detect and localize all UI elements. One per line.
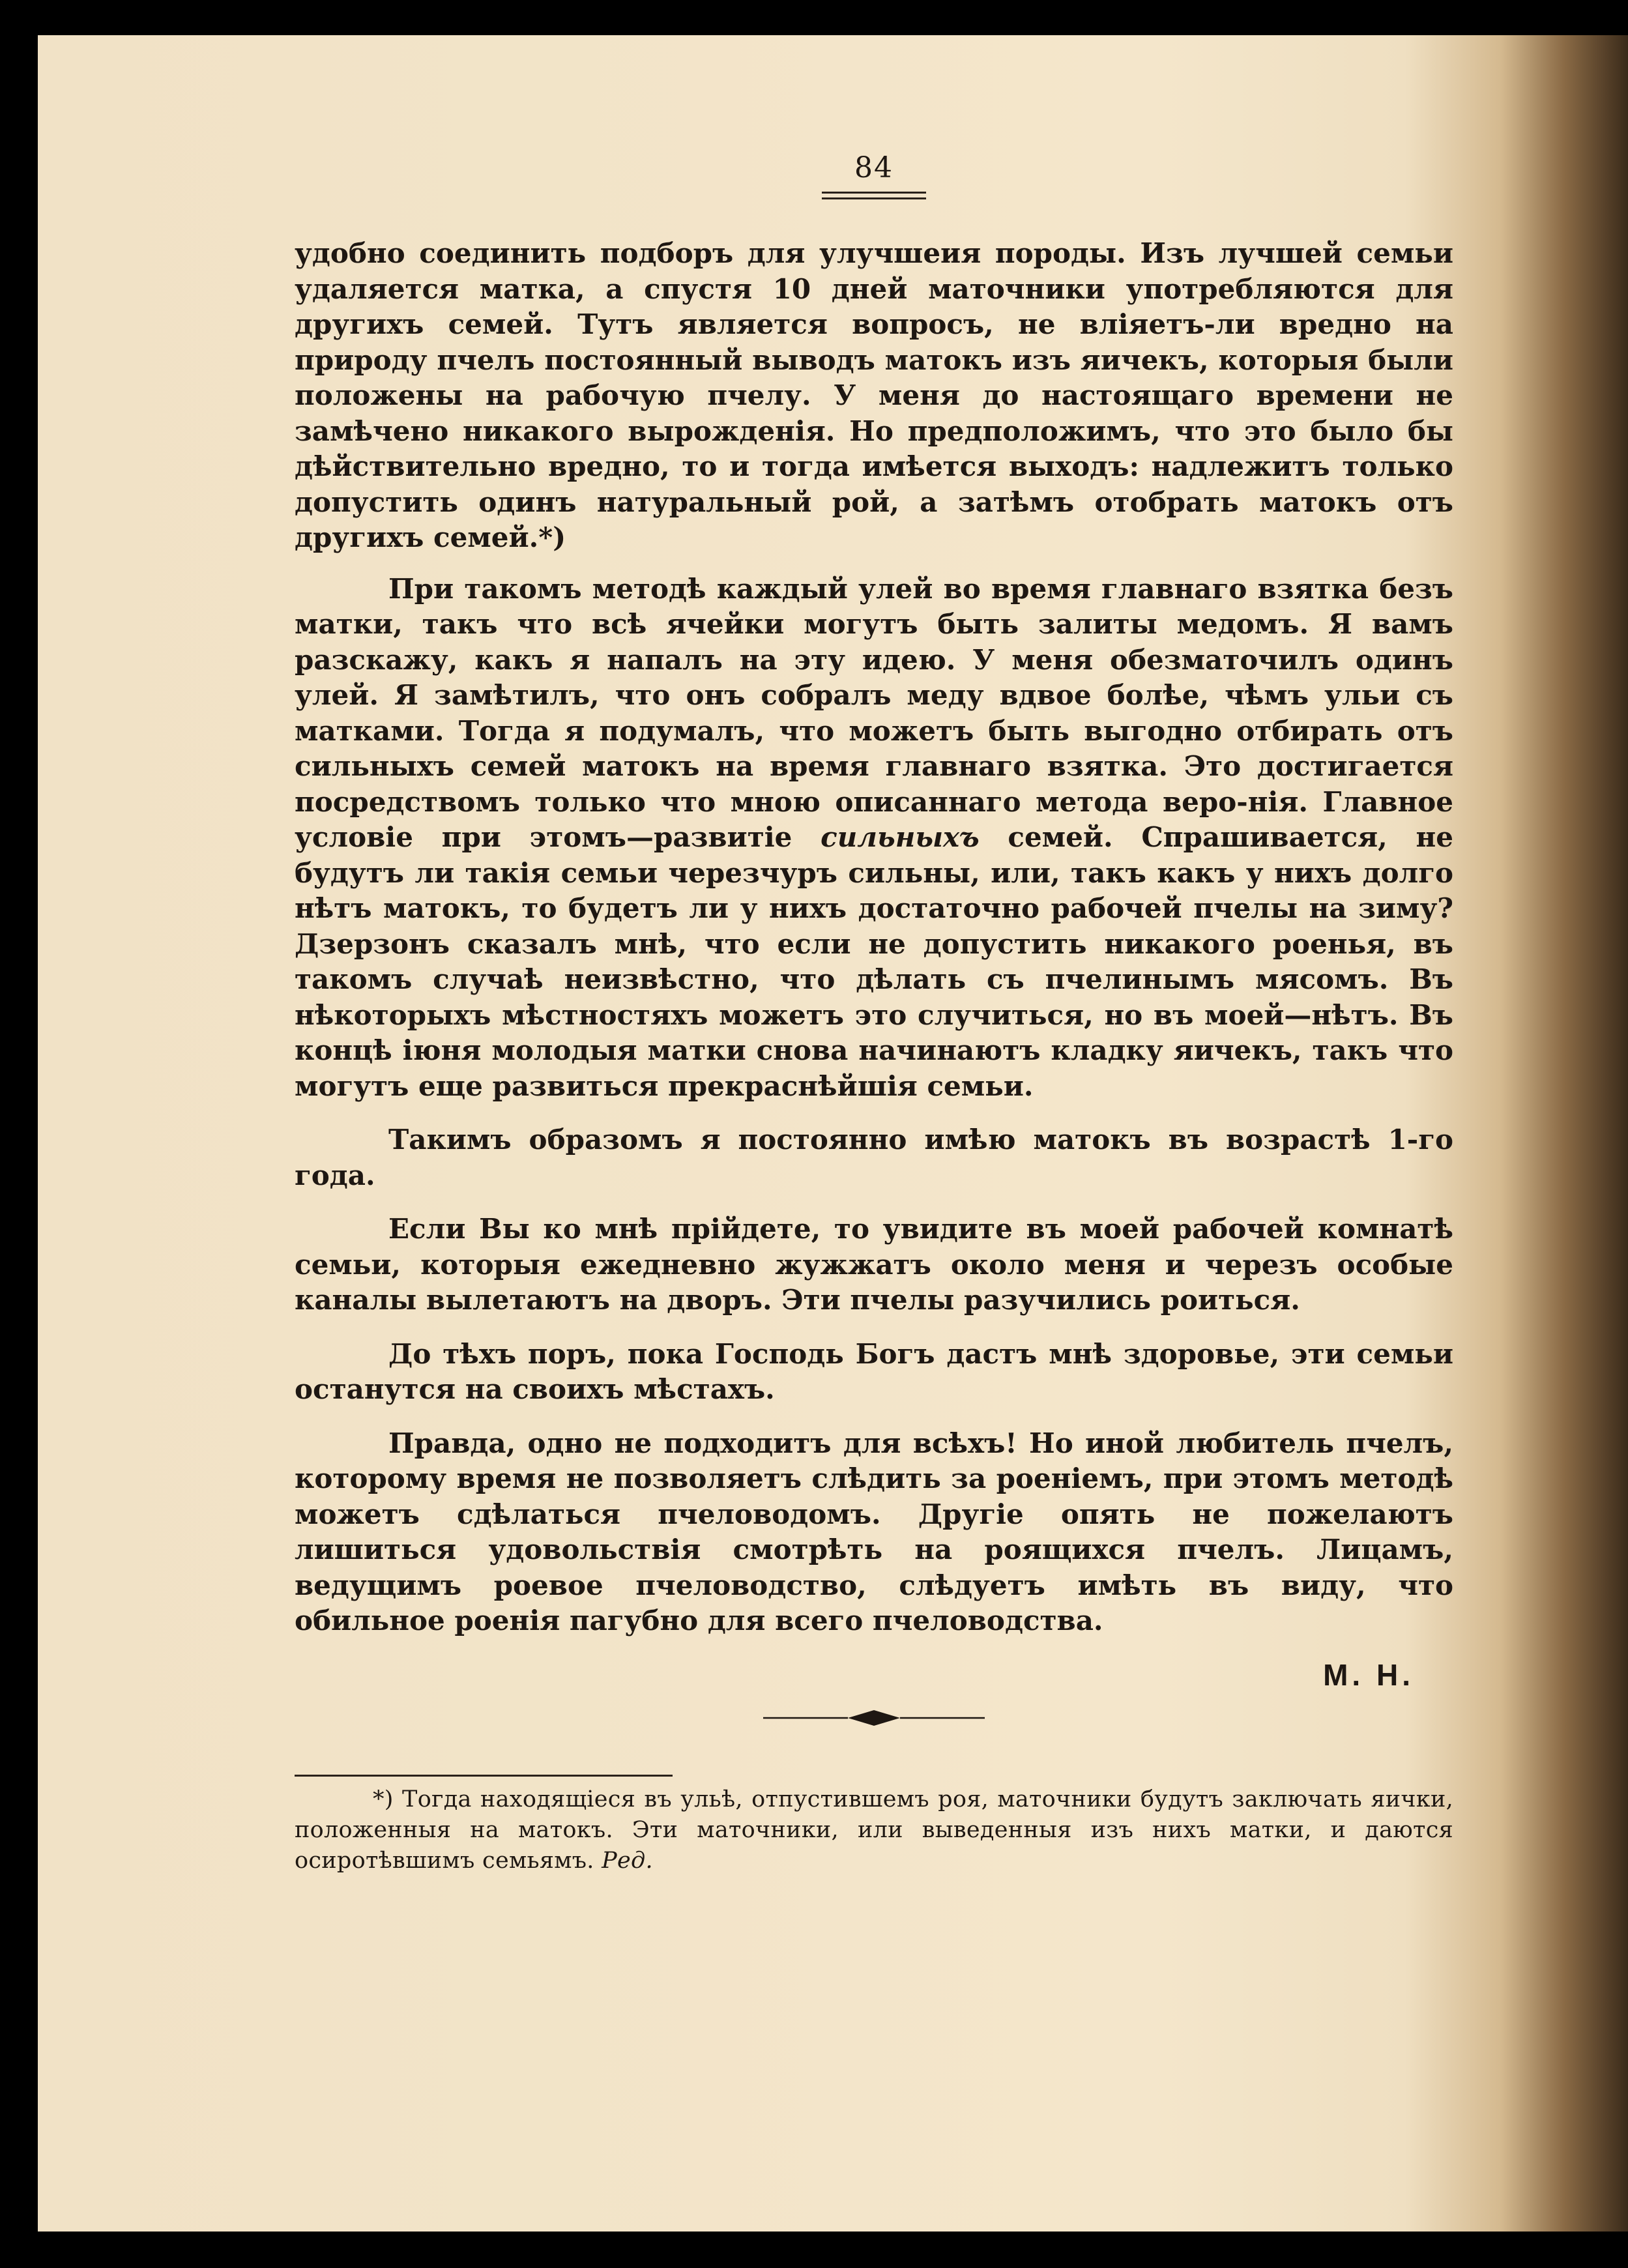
signature: М. Н.: [1323, 1657, 1414, 1692]
footnote-body: *) Тогда находящіеся въ ульѣ, отпустившемъ роя, маточники будутъ заключать яички, положенныя на матокъ. Эти маточники, или выведенныя изъ нихъ матки, и даются осиротѣвшимъ семьямъ.: [295, 1786, 1453, 1874]
page-number: 84: [854, 151, 894, 184]
page-content: [295, 117, 1453, 1876]
paragraph: До тѣхъ поръ, пока Господь Богъ дастъ мнѣ здоровье, эти семьи останутся на своихъ мѣстахъ.: [295, 1337, 1453, 1405]
scan-border: [38, 2232, 1628, 2268]
emphasis: сильныхъ: [821, 821, 980, 853]
paragraph: удобно соединить подборъ для улучшеия породы. Изъ лучшей семьи удаляется матка, а спустя 10 дней маточники употребляются для другихъ семей. Тутъ является вопросъ, не вліяетъ-ли вредно на природу пчелъ постоянный выводъ матокъ изъ яичекъ, которыя были положены на рабочую пчелу. У меня до настоящаго времени не замѣчено никакого вырожденія. Но предположимъ, что это было бы дѣйствительно вредно, то и тогда имѣется выходъ: надлежитъ только допустить одинъ натуральный рой, а затѣмъ отобрать матокъ отъ другихъ семей.*): [295, 237, 1453, 553]
paragraph-part: При такомъ методѣ каждый улей во время главнаго взятка безъ матки, такъ что всѣ ячейки могутъ быть залиты медомъ. Я вамъ разскажу, какъ я напалъ на эту идею. У меня обезматочилъ одинъ улей. Я замѣтилъ, что онъ собралъ меду вдвое болѣе, чѣмъ ульи съ матками. Тогда я подумалъ, что можетъ быть выгодно отбирать отъ сильныхъ семей матокъ на время главнаго взятка. Это достигается посредствомъ только что мною описаннаго метода веро-нія. Главное условіе при этомъ—развитіе: [295, 572, 1453, 853]
page-number-rule-bottom: [822, 197, 926, 199]
paragraph: [295, 572, 1453, 1105]
paragraph: Правда, одно не подходитъ для всѣхъ! Но иной любитель пчелъ, которому время не позволяетъ слѣдить за роеніемъ, при этомъ методѣ можетъ сдѣлаться пчеловодомъ. Другіе опять не пожелаютъ лишиться удовольствія смотрѣть на роящихся пчелъ. Лицамъ, ведущимъ роевое пчеловодство, слѣдуетъ имѣть въ виду, что обильное роенія пагубно для всего пчеловодства.: [295, 1427, 1453, 1636]
footnote-text: [295, 1784, 1453, 1876]
paragraph: Если Вы ко мнѣ прійдете, то увидите въ моей рабочей комнатѣ семьи, которыя ежедневно жужжатъ около меня и черезъ особые каналы вылетаютъ на дворъ. Эти пчелы разучились роиться.: [295, 1213, 1453, 1316]
page-number-rule-top: [822, 192, 926, 194]
footnote: [295, 1784, 1453, 1876]
footnote-rule: [295, 1775, 673, 1777]
footnote-attribution: Ред.: [602, 1847, 653, 1874]
body-text: [295, 236, 1453, 1639]
paragraph-part: семей. Спрашивается, не будутъ ли такія семьи черезчуръ сильны, или, такъ какъ у нихъ долго нѣтъ матокъ, то будетъ ли у нихъ достаточно рабочей пчелы на зиму? Дзерзонъ сказалъ мнѣ, что если не допустить никакого роенья, въ такомъ случаѣ неизвѣстно, что дѣлать съ пчелинымъ мясомъ. Въ нѣкоторыхъ мѣстностяхъ можетъ это случиться, но въ моей—нѣтъ. Въ концѣ іюня молодыя матки снова начинаютъ кладку яичекъ, такъ что могутъ еще развиться прекраснѣйшія семьи.: [295, 821, 1453, 1102]
paragraph: Такимъ образомъ я постоянно имѣю матокъ въ возрастѣ 1-го года.: [295, 1124, 1453, 1191]
ornament-divider-icon: [763, 1708, 985, 1728]
